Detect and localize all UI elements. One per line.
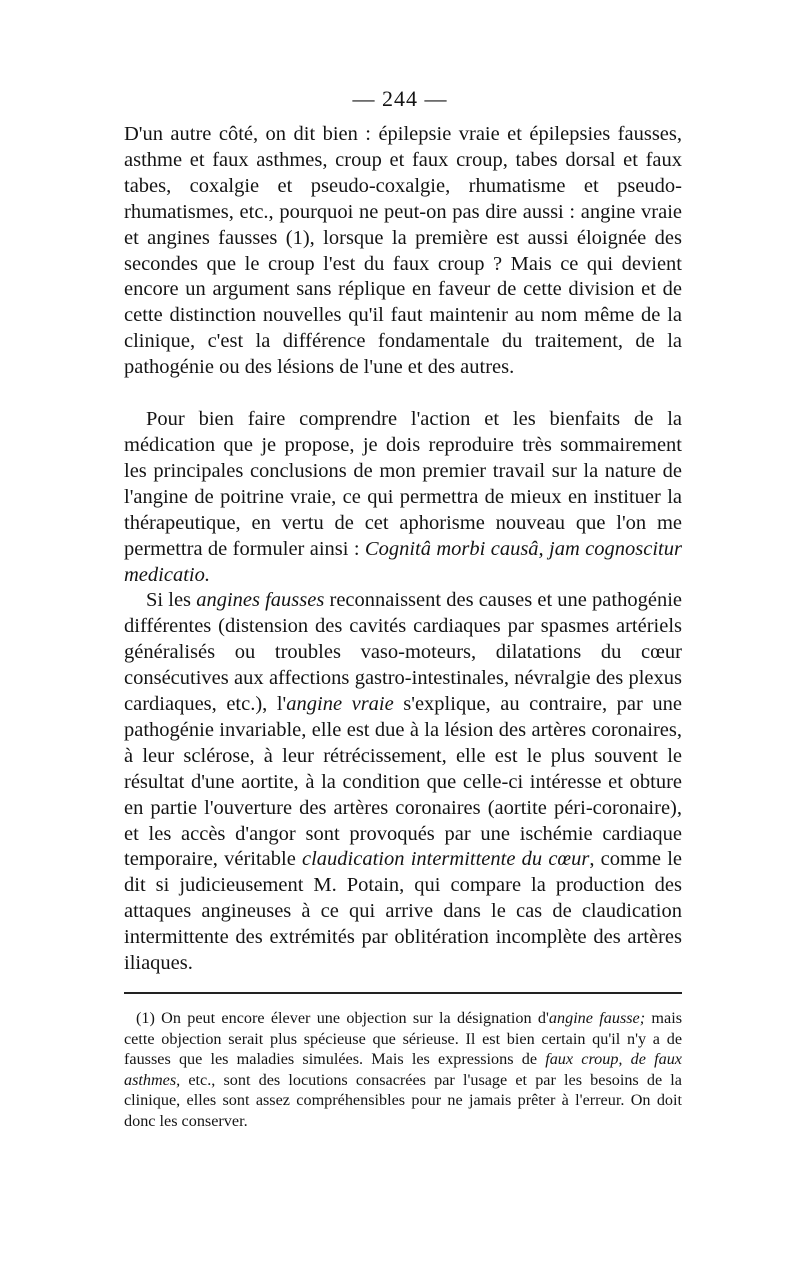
- footnote: [124, 1008, 682, 1132]
- footnote-term-faux-croup: faux croup, de faux asthmes,: [124, 1050, 682, 1089]
- footnote-paragraph: [124, 1008, 682, 1132]
- paragraph-2: [124, 407, 682, 588]
- paragraph-1: [124, 122, 682, 381]
- paragraph-3-part-4: , comme le dit si judicieusement M. Potain, qui compare la production des attaques angineuses à ce qui arrive dans le cas de claudication intermittente des extrémités par oblitération incomplète des artères iliaques.: [124, 848, 682, 975]
- page-number: — 244 —: [352, 86, 448, 111]
- footnote-part-3: etc., sont des locutions consacrées par l'usage et par les besoins de la clinique, elles sont assez compréhensibles pour ne jamais prêter à l'erreur. On doit donc les conserver.: [124, 1070, 682, 1130]
- latin-aphorism: Cognitâ morbi causâ, jam cognoscitur medicatio.: [124, 537, 682, 586]
- term-angine-vraie: angine vraie: [286, 693, 394, 716]
- paragraph-3-part-3: s'explique, au contraire, par une pathogénie invariable, elle est due à la lésion des artères coronaires, à leur sclérose, à leur rétrécissement, elle est le plus souvent le résultat d'une aortite, à la condition que celle-ci intéresse et obture en partie l'ouverture des artères coronaires (aortite péri-coronaire), et les accès d'angor sont provoqués par une ischémie cardiaque temporaire, véritable: [124, 693, 682, 871]
- footnote-divider: [124, 992, 682, 994]
- footnote-part-1: (1) On peut encore élever une objection sur la désignation d': [136, 1009, 549, 1027]
- term-angines-fausses: angines fausses: [196, 589, 325, 612]
- footnote-part-2: mais cette objection serait plus spécieuse que sérieuse. Il est bien certain qu'il n'y a de fausses que les maladies simulées. Mais les expressions de: [124, 1009, 682, 1069]
- term-claudication: claudication intermittente du cœur: [302, 848, 590, 871]
- main-text: [124, 122, 682, 977]
- paragraph-3-part-2: reconnaissent des causes et une pathogénie différentes (distension des cavités cardiaques par spasmes artériels généralisés ou troubles vaso-moteurs, dilatations du cœur consécutives aux affections gastro-intestinales, névralgie des plexus cardiaques, etc.), l': [124, 589, 682, 716]
- paragraph-3: [124, 588, 682, 977]
- paragraph-2-text: Pour bien faire comprendre l'action et les bienfaits de la médication que je propose, je dois reproduire très sommairement les principales conclusions de mon premier travail sur la nature de l'angine de poitrine vraie, ce qui permettra de mieux en instituer la thérapeutique, en vertu de cet aphorisme nouveau que l'on me permettra de formuler ainsi :: [124, 408, 682, 560]
- footnote-term-angine-fausse: angine fausse;: [548, 1009, 646, 1027]
- paragraph-1-text: D'un autre côté, on dit bien : épilepsie vraie et épilepsies fausses, asthme et faux asthmes, croup et faux croup, tabes dorsal et faux tabes, coxalgie et pseudo-coxalgie, rhumatisme et pseudo-rhumatismes, etc., pourquoi ne peut-on pas dire aussi : angine vraie et angines fausses (1), lorsque la première est aussi éloignée des secondes que le croup l'est du faux croup ? Mais ce qui devient encore un argument sans réplique en faveur de cette division et de cette distinction nouvelles qu'il faut maintenir au nom même de la clinique, c'est la différence fondamentale du traitement, de la pathogénie ou des lésions de l'une et des autres.: [124, 123, 682, 379]
- paragraph-3-part-1: Si les: [146, 589, 197, 612]
